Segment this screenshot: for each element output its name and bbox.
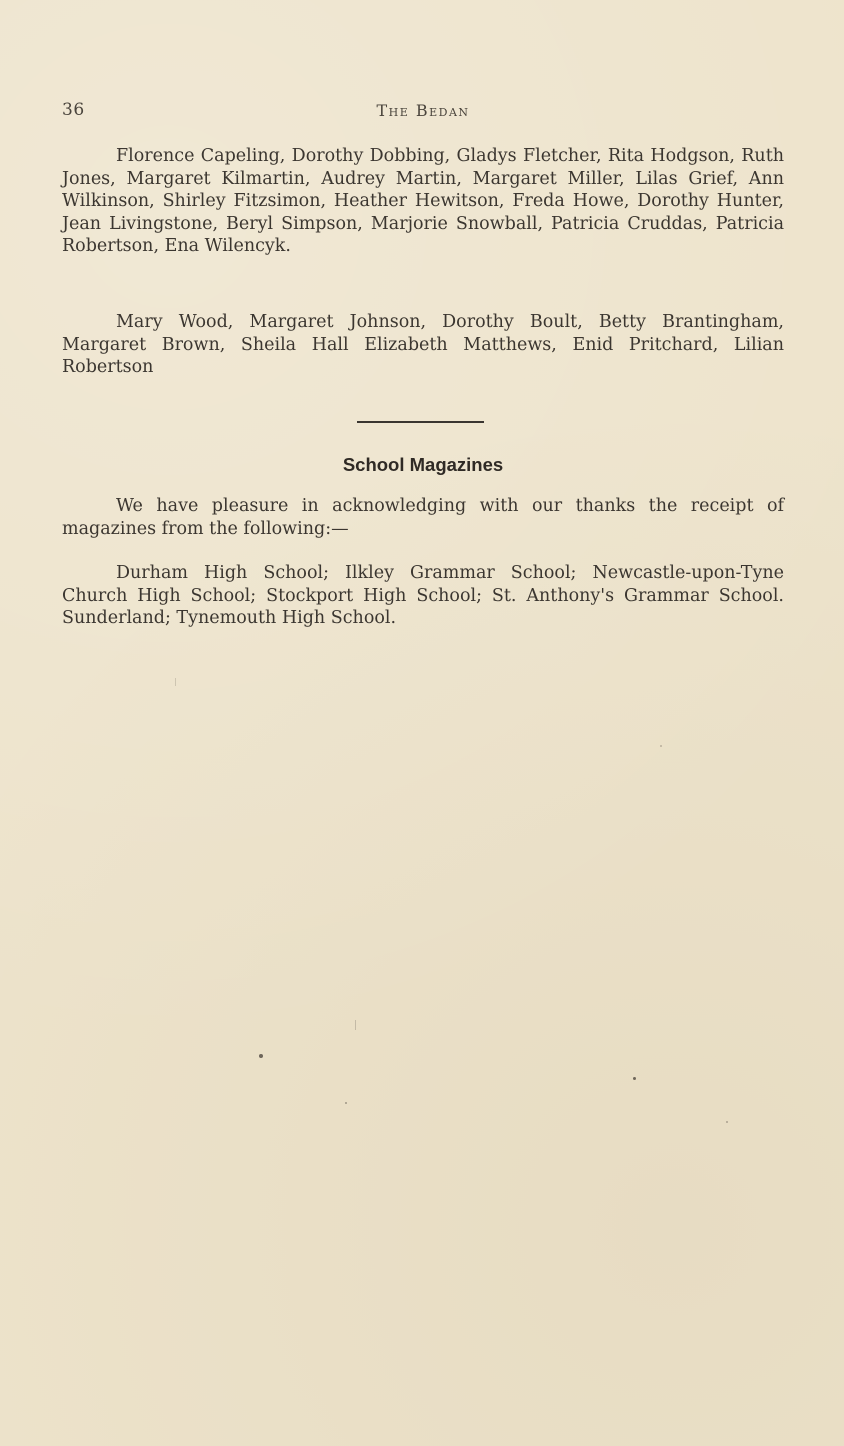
schools-paragraph [62,562,784,630]
paper-speck [633,1077,636,1080]
paper-speck [259,1054,263,1058]
names-paragraph-1-text: Florence Capeling, Dorothy Dobbing, Gladys Fletcher, Rita Hodgson, Ruth Jones, Margaret Kilmartin, Audrey Martin, Margaret Miller, Lilas Grief, Ann Wilkinson, Shirley Fitzsimon, Heather Hewitson, Freda Howe, Dorothy Hunter, Jean Livingstone, Beryl Simpson, Marjorie Snowball, Patricia Cruddas, Patricia Robertson, Ena Wilencyk. [62,146,784,256]
acknowledgement-text: We have pleasure in acknowledging with our thanks the receipt of magazines from the following:— [62,496,784,539]
paper-speck [726,1121,728,1123]
section-heading-school-magazines: School Magazines [342,454,504,475]
schools-list-text: Durham High School; Ilkley Grammar School; Newcastle-upon-Tyne Church High School; Stockport High School; St. Anthony's Grammar School. Sunderland; Tynemouth High School. [62,563,784,628]
page-header [62,100,784,124]
page-number: 36 [62,100,85,120]
names-paragraph-2-text: Mary Wood, Margaret Johnson, Dorothy Boult, Betty Brantingham, Margaret Brown, Sheila Hall Elizabeth Matthews, Enid Pritchard, Lilian Robertson [62,312,784,377]
acknowledgement-paragraph [62,495,784,540]
paper-speck [175,678,176,686]
running-title: The Bedan [376,101,470,120]
names-paragraph-2 [62,311,784,379]
paper-speck [660,745,662,747]
names-paragraph-1 [62,145,784,258]
paper-speck [355,1020,356,1030]
section-divider [357,421,484,423]
paper-speck [345,1102,347,1104]
